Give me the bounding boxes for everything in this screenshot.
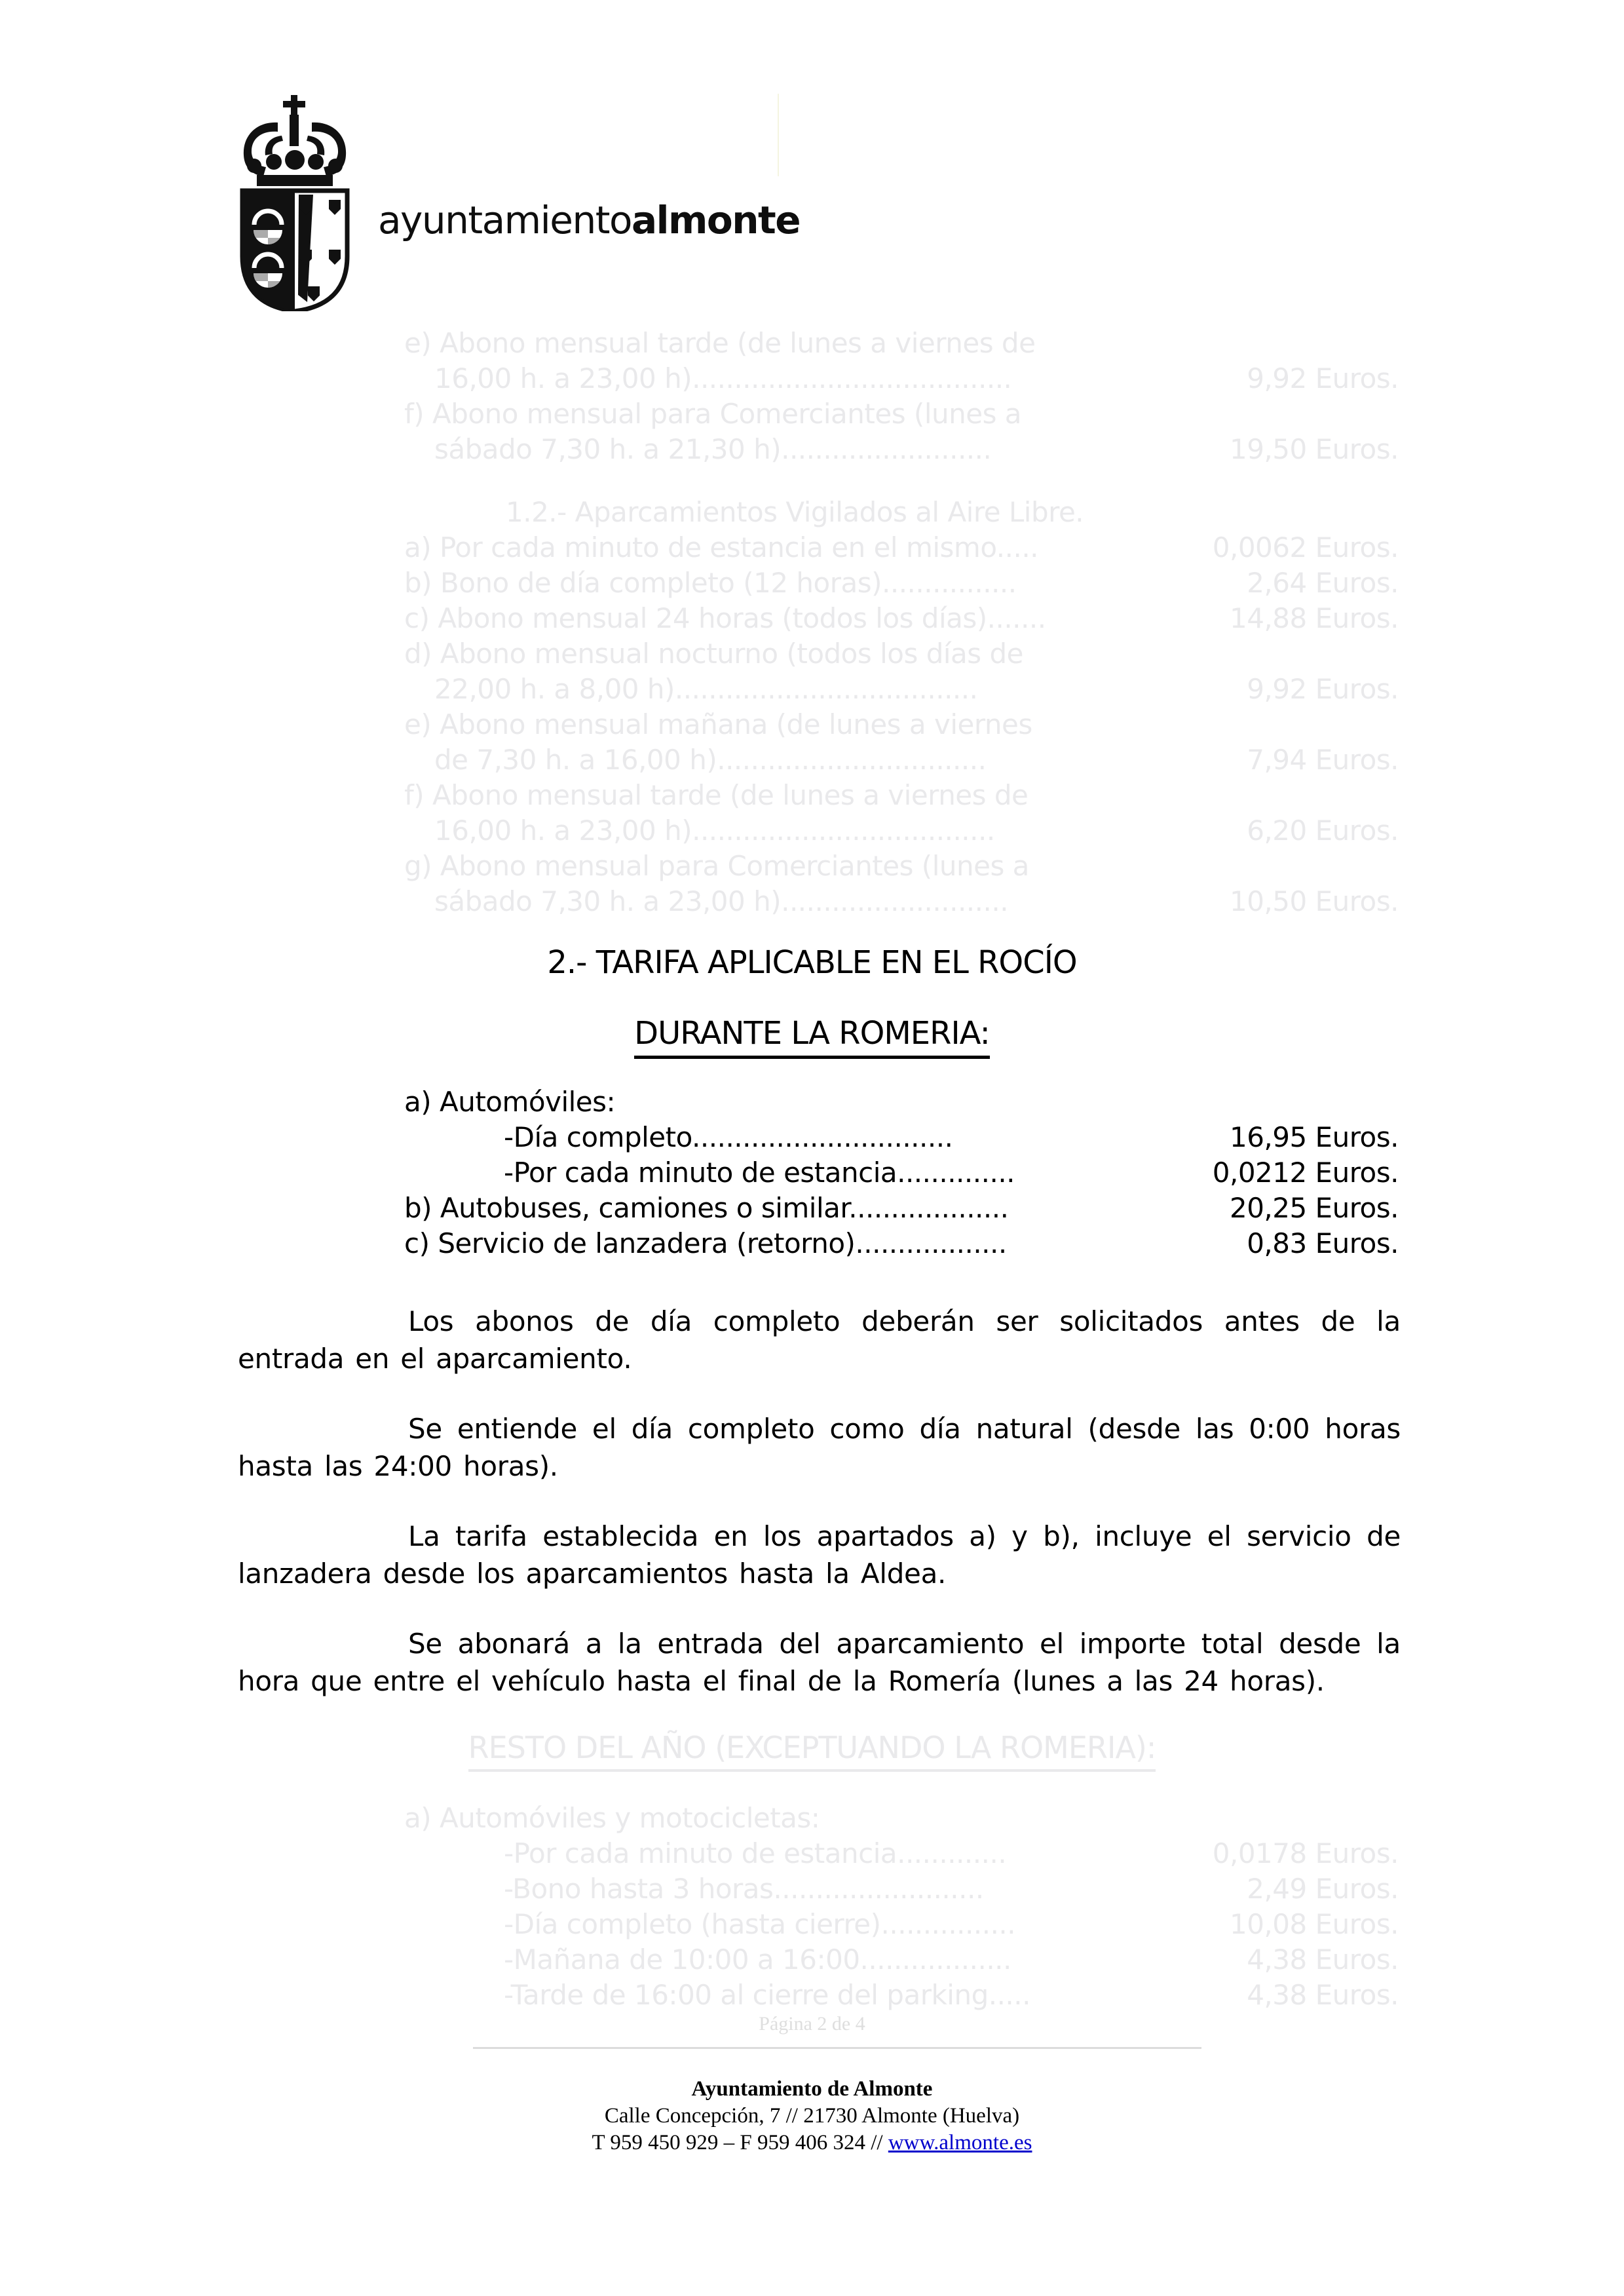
tariff-leader-gap <box>1035 326 1399 361</box>
tariff-leader-gap <box>820 1801 1399 1836</box>
tariff-leader-gap <box>615 1084 1399 1120</box>
tariff-leader-gap <box>984 1871 1247 1907</box>
tariff-leader-gap <box>1017 565 1247 601</box>
tariff-row <box>404 396 1399 432</box>
section-heading-rocio: 2.- TARIFA APLICABLE EN EL ROCÍO <box>547 944 1077 981</box>
tariff-label: de 7,30 h. a 16,00 h)................................ <box>434 744 987 776</box>
tariff-value: 10,08 Euros. <box>1229 1908 1399 1940</box>
tariff-label: d) Abono mensual nocturno (todos los días de <box>404 638 1024 670</box>
tariff-value: 9,92 Euros. <box>1247 362 1399 394</box>
tariff-leader-gap <box>1015 1155 1213 1191</box>
page-number: Página 2 de 4 <box>759 2013 865 2035</box>
tariff-value: 7,94 Euros. <box>1247 744 1399 776</box>
tariff-label: a) Automóviles y motocicletas: <box>404 1802 820 1834</box>
tariff-row <box>404 742 1399 778</box>
tariff-value: 4,38 Euros. <box>1247 1943 1399 1976</box>
paragraph: Se entiende el día completo como día natural (desde las 0:00 horas hasta las 24:00 horas). <box>238 1413 1401 1482</box>
tariff-label: e) Abono mensual tarde (de lunes a viernes de <box>404 327 1036 359</box>
tariff-leader-gap <box>991 432 1230 467</box>
tariff-row <box>404 707 1399 742</box>
tariff-leader-gap <box>986 742 1247 778</box>
tariff-leader-gap <box>1006 1836 1213 1871</box>
tariff-value: 0,83 Euros. <box>1247 1227 1399 1259</box>
tariff-leader-gap <box>1030 1978 1247 2013</box>
tariff-label: -Tarde de 16:00 al cierre del parking..... <box>504 1979 1030 2011</box>
tariff-row <box>404 813 1399 849</box>
tariff-leader-gap <box>1015 1907 1230 1942</box>
tariff-value: 10,50 Euros. <box>1229 885 1399 917</box>
tariff-row <box>404 1084 1399 1120</box>
tariff-label: 16,00 h. a 23,00 h).................................... <box>434 814 995 847</box>
paragraph: La tarifa establecida en los apartados a) y b), incluye el servicio de lanzadera desde los aparcamientos hasta la Aldea. <box>238 1520 1401 1590</box>
tariff-value: 14,88 Euros. <box>1229 602 1399 634</box>
tariff-row <box>404 1871 1399 1907</box>
tariff-value: 20,25 Euros. <box>1229 1192 1399 1224</box>
tariff-leader-gap <box>995 813 1247 849</box>
tariff-row <box>404 326 1399 361</box>
tariff-row <box>404 601 1399 636</box>
tariff-value: 0,0212 Euros. <box>1212 1157 1399 1189</box>
body-paragraphs <box>238 1303 1401 1732</box>
footer-contact <box>0 2130 1624 2156</box>
tariff-label: c) Servicio de lanzadera (retorno).................. <box>404 1227 1007 1259</box>
tariff-row <box>404 778 1399 813</box>
tariff-row <box>404 884 1399 919</box>
tariff-row <box>404 1907 1399 1942</box>
tariff-label: -Por cada minuto de estancia.............. <box>504 1157 1015 1189</box>
tariff-label: e) Abono mensual mañana (de lunes a viernes <box>404 708 1032 740</box>
tariff-label: -Mañana de 10:00 a 16:00.................. <box>504 1943 1011 1976</box>
tariff-leader-gap <box>1029 849 1399 884</box>
tariff-row <box>404 1801 1399 1836</box>
tariff-leader-gap <box>1028 778 1399 813</box>
tariff-label: b) Autobuses, camiones o similar................... <box>404 1192 1009 1224</box>
tariff-row <box>404 1226 1399 1261</box>
almonte-coat-of-arms-icon <box>235 95 355 311</box>
tariff-row <box>404 849 1399 884</box>
footer-phones: T 959 450 929 – F 959 406 324 // <box>592 2131 883 2154</box>
footer-website-link[interactable]: www.almonte.es <box>888 2131 1032 2154</box>
tariff-value: 0,0178 Euros. <box>1212 1837 1399 1869</box>
tariff-row <box>404 1978 1399 2013</box>
scan-artifact-line <box>778 94 779 176</box>
tariff-leader-gap <box>1008 884 1230 919</box>
tariff-label: sábado 7,30 h. a 23,00 h)........................... <box>434 885 1009 917</box>
tariff-row <box>404 1191 1399 1226</box>
tariff-label: -Por cada minuto de estancia............. <box>504 1837 1007 1869</box>
tariff-value: 2,64 Euros. <box>1247 567 1399 599</box>
wordmark-regular: ayuntamiento <box>378 198 632 242</box>
wordmark-bold: almonte <box>631 198 801 242</box>
tariff-leader-gap <box>1038 530 1213 565</box>
tariff-list-romeria <box>404 1084 1399 1261</box>
ghost-subheading-aire-libre: 1.2.- Aparcamientos Vigilados al Aire Libre. <box>506 496 1084 528</box>
tariff-leader-gap <box>1032 707 1399 742</box>
ghost-tariff-list-top <box>404 326 1399 467</box>
tariff-value: 0,0062 Euros. <box>1212 531 1399 564</box>
section-heading-durante-romeria-text: DURANTE LA ROMERIA: <box>634 1015 990 1059</box>
tariff-value: 4,38 Euros. <box>1247 1979 1399 2011</box>
tariff-label: 16,00 h. a 23,00 h)...................................... <box>434 362 1012 394</box>
tariff-value: 19,50 Euros. <box>1229 433 1399 465</box>
tariff-label: -Día completo............................... <box>504 1121 953 1153</box>
tariff-label: 22,00 h. a 8,00 h).................................... <box>434 673 978 705</box>
tariff-label: f) Abono mensual tarde (de lunes a viernes de <box>404 779 1029 811</box>
tariff-row <box>404 361 1399 396</box>
tariff-leader-gap <box>1011 361 1247 396</box>
tariff-leader-gap <box>1046 601 1230 636</box>
tariff-label: a) Por cada minuto de estancia en el mismo..... <box>404 531 1039 564</box>
tariff-row <box>404 636 1399 672</box>
ghost-heading-resto-del-ano <box>0 1730 1624 1772</box>
tariff-value: 6,20 Euros. <box>1247 814 1399 847</box>
tariff-label: -Día completo (hasta cierre)................ <box>504 1908 1016 1940</box>
tariff-leader-gap <box>1011 1942 1247 1978</box>
tariff-row <box>404 432 1399 467</box>
tariff-label: f) Abono mensual para Comerciantes (lunes a <box>404 398 1022 430</box>
tariff-label: b) Bono de día completo (12 horas)................ <box>404 567 1017 599</box>
tariff-value: 2,49 Euros. <box>1247 1873 1399 1905</box>
tariff-label: -Bono hasta 3 horas......................... <box>504 1873 984 1905</box>
tariff-leader-gap <box>978 672 1247 707</box>
footer-divider <box>473 2047 1201 2049</box>
tariff-leader-gap <box>1007 1226 1247 1261</box>
tariff-row <box>404 530 1399 565</box>
tariff-row <box>404 1155 1399 1191</box>
tariff-leader-gap <box>953 1120 1230 1155</box>
tariff-leader-gap <box>1023 636 1399 672</box>
tariff-row <box>404 1120 1399 1155</box>
footer-address: Calle Concepción, 7 // 21730 Almonte (Huelva) <box>604 2104 1020 2128</box>
ghost-tariff-list-aire-libre <box>404 530 1399 919</box>
tariff-row <box>404 565 1399 601</box>
footer-org-name: Ayuntamiento de Almonte <box>691 2077 933 2101</box>
tariff-leader-gap <box>1021 396 1399 432</box>
tariff-value: 9,92 Euros. <box>1247 673 1399 705</box>
wordmark <box>378 198 800 242</box>
footer <box>0 2076 1624 2156</box>
tariff-leader-gap <box>1008 1191 1230 1226</box>
tariff-label: a) Automóviles: <box>404 1086 616 1118</box>
tariff-value: 16,95 Euros. <box>1229 1121 1399 1153</box>
tariff-row <box>404 1942 1399 1978</box>
tariff-label: c) Abono mensual 24 horas (todos los días)....... <box>404 602 1046 634</box>
tariff-row <box>404 1836 1399 1871</box>
tariff-label: g) Abono mensual para Comerciantes (lunes a <box>404 850 1029 882</box>
section-heading-durante-romeria <box>0 1015 1624 1059</box>
paragraph: Se abonará a la entrada del aparcamiento el importe total desde la hora que entre el vehículo hasta el final de la Romería (lunes a las 24 horas). <box>238 1628 1401 1697</box>
tariff-label: sábado 7,30 h. a 21,30 h)......................... <box>434 433 992 465</box>
paragraph: Los abonos de día completo deberán ser solicitados antes de la entrada en el aparcamiento. <box>238 1305 1401 1375</box>
ghost-heading-resto-del-ano-text: RESTO DEL AÑO (EXCEPTUANDO LA ROMERIA): <box>468 1730 1156 1772</box>
tariff-row <box>404 672 1399 707</box>
ghost-tariff-list-resto <box>404 1801 1399 2013</box>
